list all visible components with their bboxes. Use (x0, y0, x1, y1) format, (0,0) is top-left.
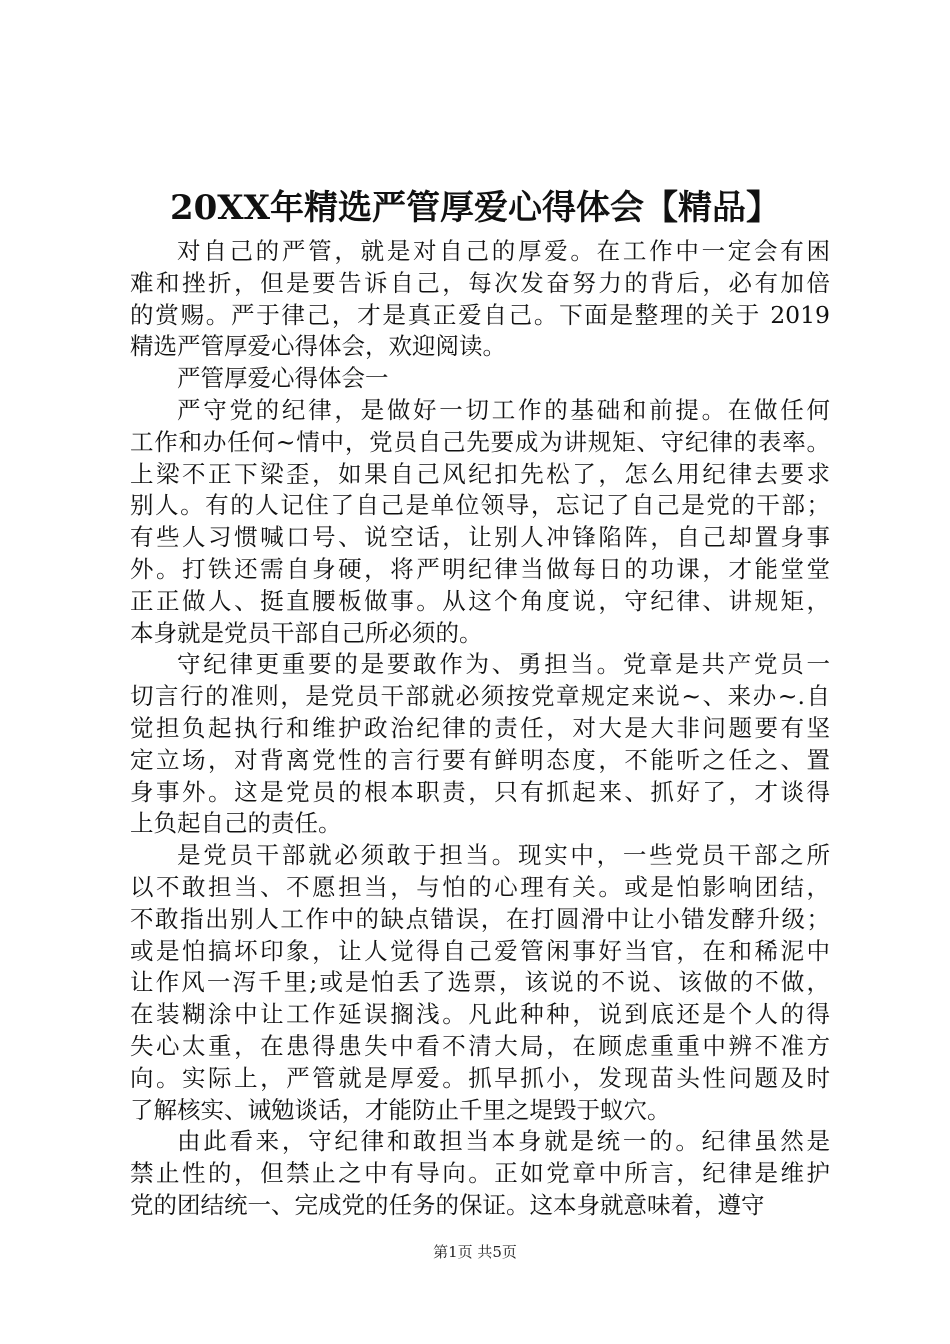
paragraph-line: 身事外。这是党员的根本职责，只有抓起来、抓好了，才谈得 (130, 777, 830, 806)
paragraph-line: 工作和办任何~情中，党员自己先要成为讲规矩、守纪律的表率。 (130, 427, 830, 456)
paragraph-line: 别人。有的人记住了自己是单位领导，忘记了自己是党的干部； (130, 491, 830, 520)
paragraph-line: 难和挫折，但是要告诉自己，每次发奋努力的背后，必有加倍 (130, 268, 830, 297)
paragraph-line: 外。打铁还需自身硬，将严明纪律当做每日的功课，才能堂堂 (130, 554, 830, 583)
paragraph-line: 上梁不正下梁歪，如果自己风纪扣先松了，怎么用纪律去要求 (130, 459, 830, 488)
paragraph (130, 363, 830, 395)
document-body (130, 236, 830, 1222)
paragraph-line: 精选严管厚爱心得体会，欢迎阅读。 (130, 332, 506, 361)
paragraph-line: 让作风一泻千里;或是怕丢了选票，该说的不说、该做的不做， (130, 968, 830, 997)
paragraph-line: 在装糊涂中让工作延误搁浅。凡此种种，说到底还是个人的得 (130, 1000, 830, 1029)
document-title: 20XX年精选严管厚爱心得体会【精品】 (169, 188, 781, 228)
paragraph-line: 禁止性的，但禁止之中有导向。正如党章中所言，纪律是维护 (130, 1159, 830, 1188)
paragraph (130, 1126, 830, 1221)
paragraph (130, 840, 830, 1126)
paragraph-line: 有些人习惯喊口号、说空话，让别人冲锋陷阵，自己却置身事 (130, 523, 830, 552)
paragraph-line: 党的团结统一、完成党的任务的保证。这本身就意味着，遵守 (130, 1190, 765, 1219)
paragraph-line: 失心太重，在患得患失中看不清大局，在顾虑重重中辨不准方 (130, 1031, 830, 1060)
paragraph-line: 切言行的准则，是党员干部就必须按党章规定来说~、来办~.自 (130, 682, 830, 711)
paragraph-line: 的赏赐。严于律己，才是真正爱自己。下面是整理的关于 2019 (130, 300, 830, 329)
paragraph-line: 正正做人、挺直腰板做事。从这个角度说，守纪律、讲规矩， (130, 586, 830, 615)
paragraph-line: 严守党的纪律，是做好一切工作的基础和前提。在做任何 (177, 395, 830, 424)
page-footer: 第1页 共5页 (433, 1243, 517, 1261)
paragraph-line: 定立场，对背离党性的言行要有鲜明态度，不能听之任之、置 (130, 745, 830, 774)
paragraph-line: 对自己的严管，就是对自己的厚爱。在工作中一定会有困 (177, 237, 830, 265)
paragraph-line: 觉担负起执行和维护政治纪律的责任，对大是大非问题要有坚 (130, 713, 830, 742)
paragraph-line: 向。实际上，严管就是厚爱。抓早抓小，发现苗头性问题及时 (130, 1063, 830, 1092)
paragraph-line: 守纪律更重要的是要敢作为、勇担当。党章是共产党员一 (177, 650, 830, 679)
paragraph-line: 是党员干部就必须敢于担当。现实中，一些党员干部之所 (177, 841, 830, 870)
paragraph-line: 上负起自己的责任。 (130, 809, 342, 838)
paragraph-line: 以不敢担当、不愿担当，与怕的心理有关。或是怕影响团结， (130, 872, 830, 901)
paragraph-line: 严管厚爱心得体会一 (177, 364, 389, 393)
paragraph (130, 649, 830, 840)
paragraph-line: 或是怕搞坏印象，让人觉得自己爱管闲事好当官，在和稀泥中 (130, 936, 830, 965)
paragraph-line: 本身就是党员干部自己所必须的。 (130, 618, 483, 647)
paragraph-line: 由此看来，守纪律和敢担当本身就是统一的。纪律虽然是 (177, 1127, 830, 1156)
paragraph-line: 不敢指出别人工作中的缺点错误，在打圆滑中让小错发酵升级； (130, 904, 830, 933)
paragraph-line: 了解核实、诫勉谈话，才能防止千里之堤毁于蚁穴。 (130, 1095, 671, 1124)
paragraph (130, 395, 830, 649)
paragraph (130, 236, 830, 363)
